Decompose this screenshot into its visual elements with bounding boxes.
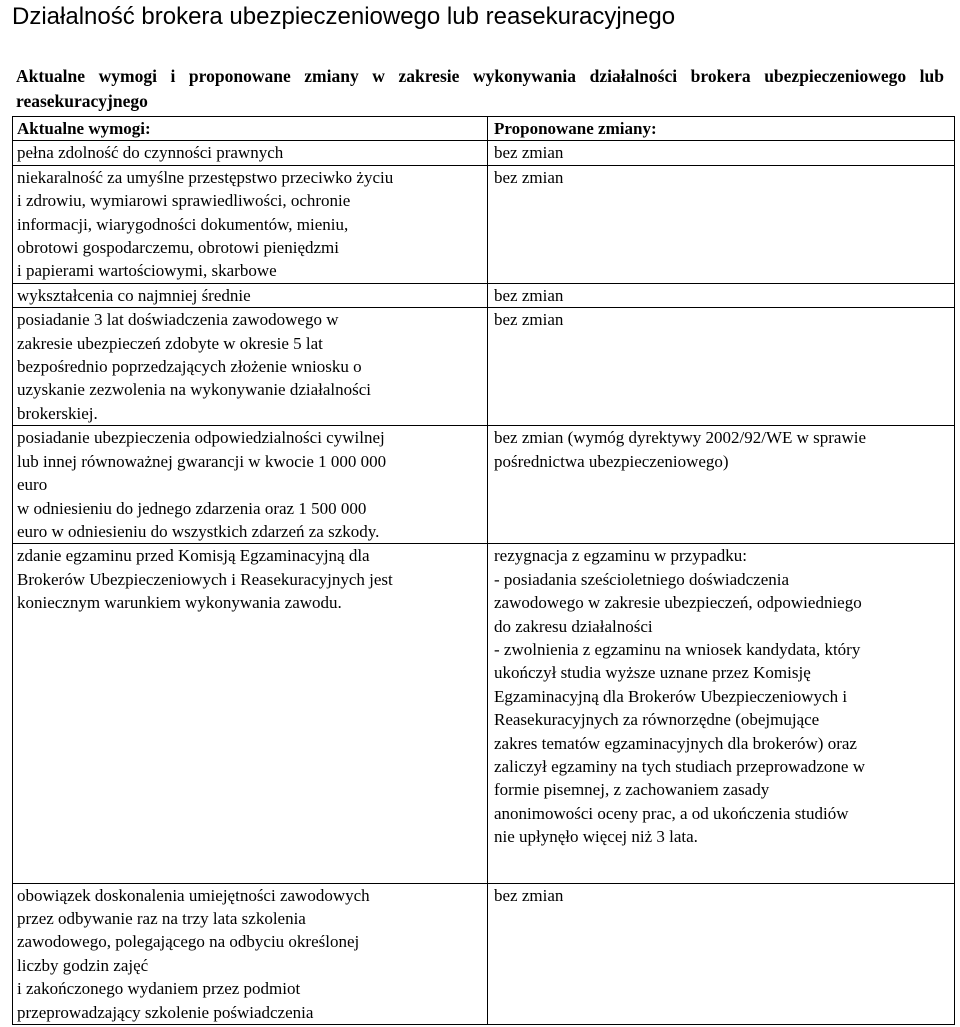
current-requirement-line: i papierami wartościowymi, skarbowe [17,261,277,281]
column-header-current: Aktualne wymogi: [13,117,488,141]
proposed-change-line: bez zmian [494,167,564,187]
proposed-change-cell [488,308,955,426]
proposed-change-line: bez zmian [494,143,564,163]
proposed-change-line: anonimowości oceny prac, a od ukończenia studiów [494,803,849,823]
page-title: Działalność brokera ubezpieczeniowego lub reasekuracyjnego [12,3,676,30]
table-header-row [13,117,955,141]
proposed-change-cell [488,141,955,165]
proposed-change-line: Egzaminacyjną dla Brokerów Ubezpieczeniowych i [494,686,848,706]
current-requirement-line: zakresie ubezpieczeń zdobyte w okresie 5 lat [17,333,323,353]
proposed-change-cell [488,426,955,544]
proposed-change-line: Reasekuracyjnych za równorzędne (obejmujące [494,710,820,730]
current-requirement-line: obowiązek doskonalenia umiejętności zawodowych [17,885,370,905]
current-requirement-line: zdanie egzaminu przed Komisją Egzaminacyjną dla [17,546,370,566]
current-requirement-cell [13,308,488,426]
current-requirement-line: obrotowi gospodarczemu, obrotowi pieniędzmi [17,238,339,258]
current-requirement-line: lub innej równoważnej gwarancji w kwocie 1 000 000 [17,451,387,471]
column-header-proposed: Proponowane zmiany: [488,117,955,141]
table-row [13,165,955,283]
table-row [13,426,955,544]
current-requirement-cell [13,544,488,883]
current-requirement-line: bezpośrednio poprzedzających złożenie wniosku o [17,357,362,377]
proposed-change-line: zaliczył egzaminy na tych studiach przeprowadzone w [494,756,866,776]
current-requirement-cell [13,426,488,544]
requirements-table [12,116,955,1025]
current-requirement-cell [13,165,488,283]
current-requirement-line: posiadanie ubezpieczenia odpowiedzialności cywilnej [17,428,385,448]
proposed-change-line: pośrednictwa ubezpieczeniowego) [494,451,729,471]
proposed-change-cell [488,883,955,1024]
proposed-change-line: zawodowego w zakresie ubezpieczeń, odpowiedniego [494,593,862,613]
current-requirement-line: uzyskanie zezwolenia na wykonywanie działalności [17,380,372,400]
proposed-change-line: nie upłynęło więcej niż 3 lata. [494,827,698,847]
current-requirement-line: niekaralność za umyślne przestępstwo przeciwko życiu [17,167,394,187]
current-requirement-line: pełna zdolność do czynności prawnych [17,143,284,163]
current-requirement-cell [13,283,488,307]
current-requirement-cell [13,883,488,1024]
table-row [13,544,955,883]
proposed-change-line: - posiadania sześcioletniego doświadczenia [494,569,790,589]
table-row [13,141,955,165]
table-row [13,308,955,426]
current-requirement-line: przez odbywanie raz na trzy lata szkolenia [17,909,306,928]
proposed-change-cell [488,283,955,307]
current-requirement-line: zawodowego, polegającego na odbyciu określonej [17,932,360,952]
current-requirement-line: i zakończonego wydaniem przez podmiot [17,979,301,999]
proposed-change-cell [488,165,955,283]
current-requirement-line: posiadanie 3 lat doświadczenia zawodowego w [17,310,339,330]
current-requirement-cell [13,141,488,165]
table-row [13,883,955,1024]
current-requirement-line: liczby godzin zajęć [17,955,149,975]
current-requirement-line: informacji, wiarygodności dokumentów, mieniu, [17,214,349,234]
proposed-change-line: formie pisemnej, z zachowaniem zasady [494,780,770,800]
current-requirement-line: koniecznym warunkiem wykonywania zawodu. [17,593,342,613]
current-requirement-line: brokerskiej. [17,403,98,423]
proposed-change-cell [488,544,955,883]
current-requirement-line: euro [17,475,48,495]
proposed-change-line: bez zmian [494,310,564,330]
proposed-change-line: bez zmian [494,885,564,905]
proposed-change-line: bez zmian [494,285,564,305]
current-requirement-line: wykształcenia co najmniej średnie [17,285,251,305]
proposed-change-line: bez zmian (wymóg dyrektywy 2002/92/WE w sprawie [494,428,867,448]
current-requirement-line: i zdrowiu, wymiarowi sprawiedliwości, ochronie [17,191,351,211]
proposed-change-line: zakres tematów egzaminacyjnych dla brokerów) oraz [494,733,857,753]
current-requirement-line: Brokerów Ubezpieczeniowych i Reasekuracyjnych jest [17,569,393,589]
current-requirement-line: euro w odniesieniu do wszystkich zdarzeń za szkody. [17,521,380,541]
proposed-change-line: rezygnacja z egzaminu w przypadku: [494,546,747,566]
proposed-change-line: - zwolnienia z egzaminu na wniosek kandydata, który [494,639,861,659]
table-row [13,283,955,307]
proposed-change-line: do zakresu działalności [494,616,653,636]
section-heading: Aktualne wymogi i proponowane zmiany w zakresie wykonywania działalności brokera ubezpieczeniowego lub reasekuracyjnego [16,66,944,111]
proposed-change-line: ukończył studia wyższe uznane przez Komisję [494,663,811,683]
current-requirement-line: przeprowadzający szkolenie poświadczenia [17,1002,314,1022]
current-requirement-line: w odniesieniu do jednego zdarzenia oraz 1 500 000 [17,498,367,518]
